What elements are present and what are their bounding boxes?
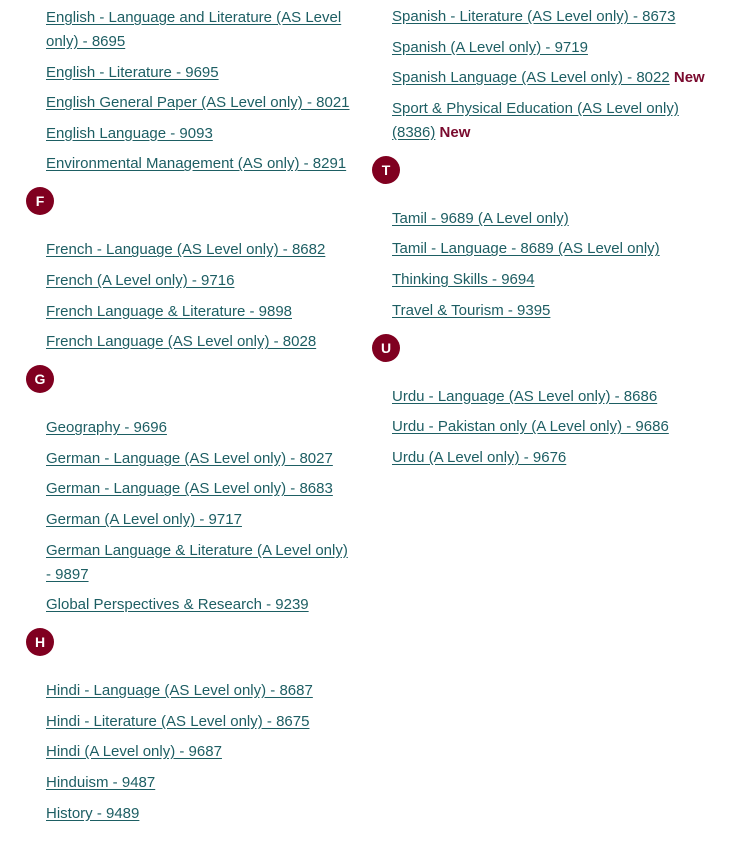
list-item	[392, 237, 712, 261]
subject-link[interactable]: Spanish - Literature (AS Level only) - 8673	[392, 8, 676, 25]
subject-link[interactable]: Hindi (A Level only) - 9687	[46, 743, 222, 761]
subject-list-f	[26, 238, 356, 354]
list-item	[46, 740, 356, 764]
list-item	[392, 385, 712, 409]
letter-badge: H	[26, 628, 54, 656]
list-item	[392, 299, 712, 323]
letter-badge: U	[372, 334, 400, 362]
list-item	[46, 508, 356, 532]
letter-heading-f	[26, 186, 356, 216]
subject-link[interactable]: English Language - 9093	[46, 124, 213, 142]
list-item	[392, 97, 712, 145]
subject-link[interactable]: Environmental Management (AS only) - 8291	[46, 155, 347, 173]
list-item	[392, 446, 712, 470]
list-item	[46, 539, 356, 587]
new-badge: New	[673, 69, 705, 87]
subject-link[interactable]: Geography - 9696	[46, 419, 167, 437]
subject-link[interactable]: French (A Level only) - 9716	[46, 271, 235, 289]
subjects-column-left	[26, 6, 356, 832]
list-item	[392, 415, 712, 439]
list-item	[46, 6, 356, 54]
letter-heading-h	[26, 627, 356, 657]
subject-list-t	[372, 207, 712, 323]
subject-link[interactable]: French - Language (AS Level only) - 8682	[46, 241, 326, 259]
subject-link[interactable]: English - Language and Literature (AS Level only) - 8695	[46, 9, 342, 50]
subject-link[interactable]: French Language (AS Level only) - 8028	[46, 333, 317, 351]
subject-list-s	[372, 5, 712, 145]
letter-badge: T	[372, 156, 400, 184]
letter-heading-u	[372, 333, 712, 363]
list-item	[46, 802, 356, 826]
list-item	[46, 771, 356, 795]
subject-link[interactable]: Global Perspectives & Research - 9239	[46, 596, 309, 614]
list-item	[46, 122, 356, 146]
list-item	[46, 416, 356, 440]
subject-list-g	[26, 416, 356, 617]
list-item	[392, 207, 712, 231]
list-item	[392, 36, 712, 60]
subject-link[interactable]: Hindi - Literature (AS Level only) - 8675	[46, 712, 310, 730]
new-badge: New	[439, 123, 471, 141]
subject-list-u	[372, 385, 712, 470]
subject-link[interactable]: Urdu - Pakistan only (A Level only) - 9686	[392, 418, 669, 436]
subject-link[interactable]: English General Paper (AS Level only) - 8021	[46, 94, 350, 112]
list-item	[46, 91, 356, 115]
letter-badge: F	[26, 187, 54, 215]
subject-link[interactable]: Urdu - Language (AS Level only) - 8686	[392, 387, 658, 405]
subject-list-h	[26, 679, 356, 825]
subject-list-e	[26, 6, 356, 176]
list-item	[46, 61, 356, 85]
list-item	[392, 268, 712, 292]
subject-link[interactable]: English - Literature - 9695	[46, 63, 219, 81]
subject-link[interactable]: German - Language (AS Level only) - 8027	[46, 449, 333, 467]
subject-link[interactable]: Spanish (A Level only) - 9719	[392, 38, 588, 56]
subject-link[interactable]: Spanish Language (AS Level only) - 8022	[392, 69, 670, 87]
list-item	[392, 66, 712, 90]
subject-link[interactable]: Hindi - Language (AS Level only) - 8687	[46, 682, 313, 700]
subject-link[interactable]: Hinduism - 9487	[46, 773, 156, 791]
letter-badge: G	[26, 365, 54, 393]
list-item	[46, 447, 356, 471]
subject-link[interactable]: Urdu (A Level only) - 9676	[392, 448, 567, 466]
list-item	[46, 269, 356, 293]
letter-heading-t	[372, 155, 712, 185]
subject-link[interactable]: Thinking Skills - 9694	[392, 270, 535, 288]
subject-link[interactable]: German (A Level only) - 9717	[46, 510, 242, 528]
subject-link[interactable]: Sport & Physical Education (AS Level only) (8386)	[392, 99, 679, 141]
subject-link[interactable]: Tamil - Language - 8689 (AS Level only)	[392, 240, 660, 258]
list-item	[46, 238, 356, 262]
subjects-column-right	[372, 5, 712, 476]
list-item	[46, 593, 356, 617]
subject-link[interactable]: German Language & Literature (A Level only) - 9897	[46, 541, 348, 583]
list-item	[392, 5, 712, 29]
list-item	[46, 679, 356, 703]
subject-link[interactable]: German - Language (AS Level only) - 8683	[46, 480, 333, 498]
subject-link[interactable]: Travel & Tourism - 9395	[392, 301, 551, 319]
list-item	[46, 710, 356, 734]
subject-link[interactable]: French Language & Literature - 9898	[46, 302, 292, 320]
list-item	[46, 300, 356, 324]
subject-link[interactable]: History - 9489	[46, 804, 140, 822]
list-item	[46, 152, 356, 176]
letter-heading-g	[26, 364, 356, 394]
list-item	[46, 477, 356, 501]
list-item	[46, 330, 356, 354]
subject-link[interactable]: Tamil - 9689 (A Level only)	[392, 209, 569, 227]
